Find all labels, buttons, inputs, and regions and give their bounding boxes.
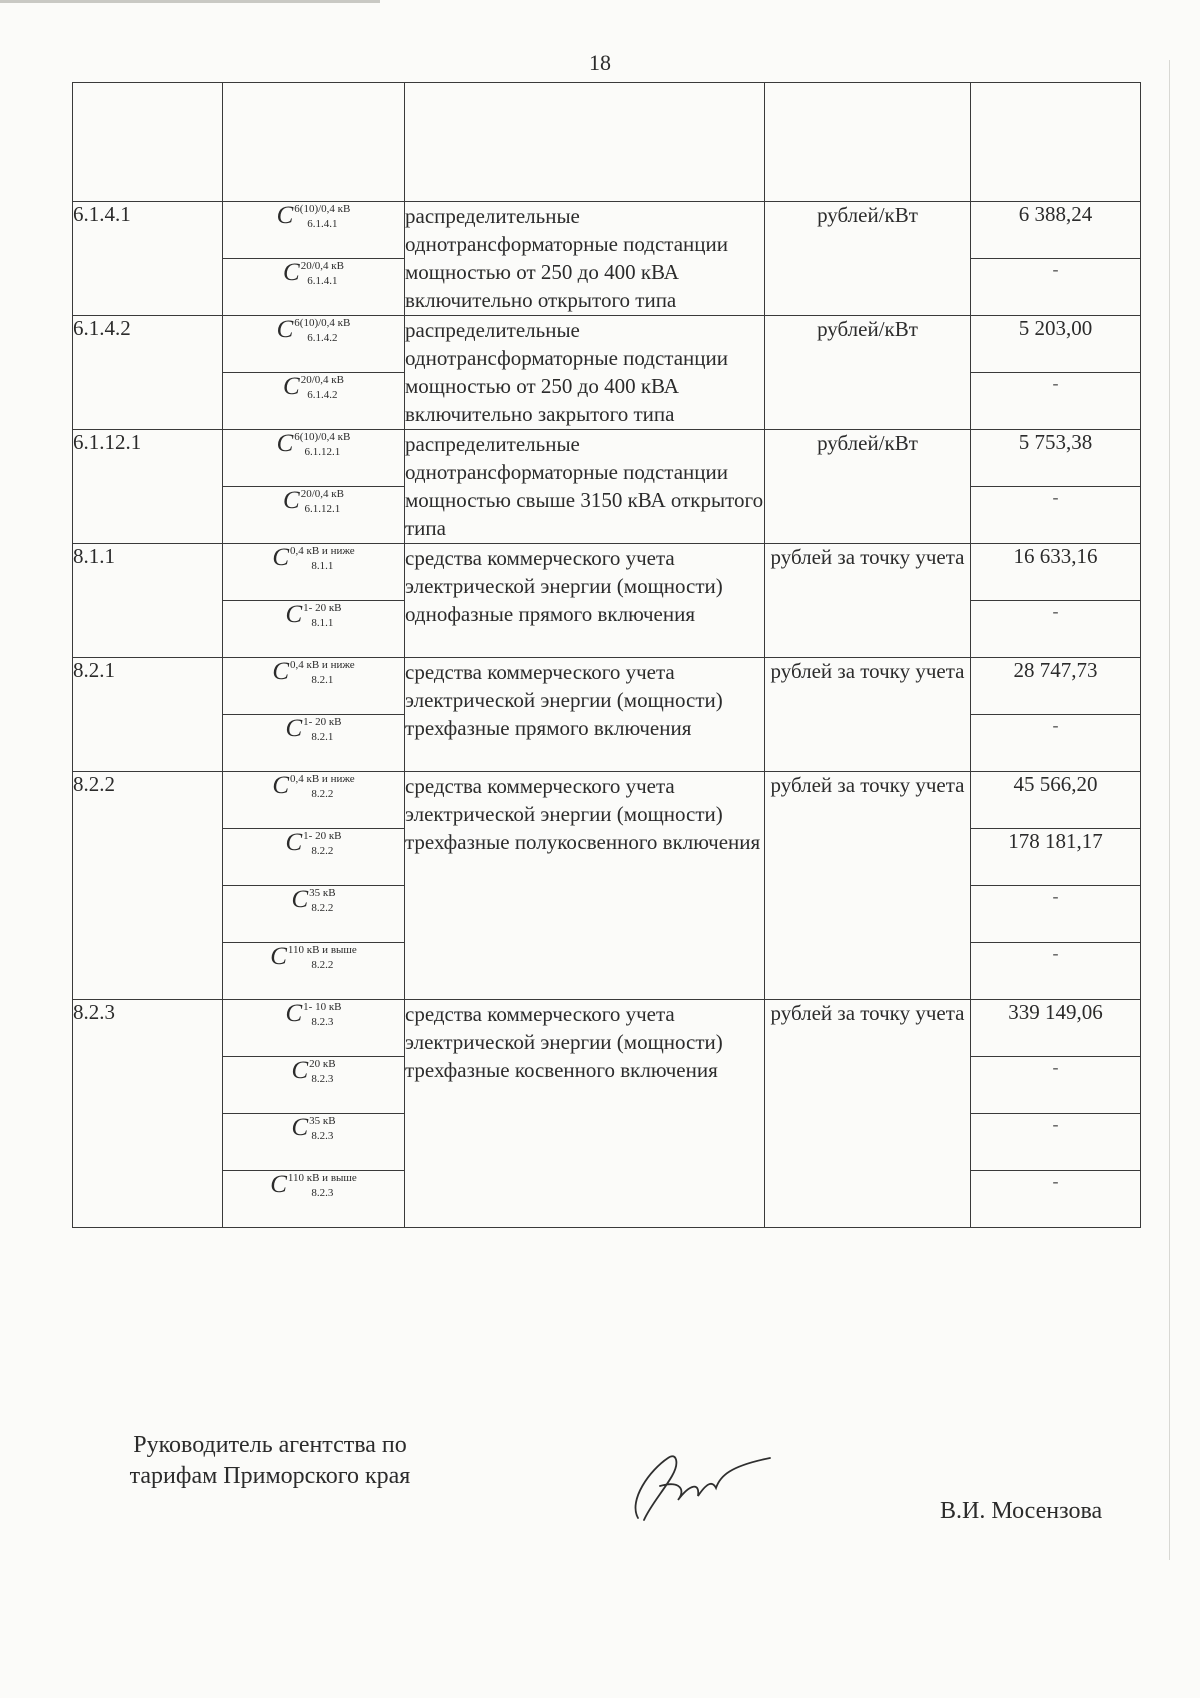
rate-formula — [283, 259, 344, 287]
formula-subscript: 6.1.12.1 — [304, 445, 341, 458]
rate-value: - — [971, 373, 1141, 430]
formula-letter: C — [291, 1057, 309, 1084]
formula-letter: C — [291, 886, 309, 913]
table-row — [73, 1000, 1141, 1057]
rate-formula — [285, 1000, 341, 1028]
formula-subscript: 6.1.4.1 — [307, 217, 338, 230]
rate-value: 6 388,24 — [971, 202, 1141, 259]
header-cell-description — [405, 83, 765, 202]
row-code: 8.2.1 — [73, 658, 223, 772]
rate-value: - — [971, 886, 1141, 943]
rate-value: - — [971, 1171, 1141, 1228]
formula-subscript: 8.2.3 — [311, 1015, 334, 1028]
rate-formula — [291, 1114, 335, 1142]
header-cell-value — [971, 83, 1141, 202]
rate-symbol — [223, 829, 405, 886]
rate-formula — [272, 772, 354, 800]
formula-letter: C — [272, 772, 289, 799]
rate-symbol — [223, 1057, 405, 1114]
rate-formula — [277, 430, 351, 458]
formula-letter: C — [283, 373, 300, 400]
rate-value: - — [971, 601, 1141, 658]
rate-value: 5 753,38 — [971, 430, 1141, 487]
rate-value: 28 747,73 — [971, 658, 1141, 715]
rate-symbol — [223, 715, 405, 772]
formula-letter: C — [276, 430, 294, 457]
formula-superscript: 0,4 кВ и ниже — [290, 772, 355, 785]
formula-letter: C — [272, 658, 289, 685]
row-unit: рублей за точку учета — [765, 772, 971, 1000]
formula-letter: C — [283, 487, 300, 514]
rate-symbol — [223, 1000, 405, 1057]
formula-superscript: 20 кВ — [309, 1057, 336, 1070]
formula-superscript: 20/0,4 кВ — [300, 373, 344, 386]
formula-superscript: 35 кВ — [309, 1114, 336, 1127]
tariff-table — [72, 82, 1141, 1228]
header-cell-symbol — [223, 83, 405, 202]
rate-value: 5 203,00 — [971, 316, 1141, 373]
formula-superscript: 20/0,4 кВ — [300, 487, 344, 500]
rate-value: - — [971, 259, 1141, 316]
formula-superscript: 1- 20 кВ — [303, 829, 342, 842]
formula-superscript: 1- 10 кВ — [303, 1000, 342, 1013]
row-unit: рублей/кВт — [765, 202, 971, 316]
table-header-row — [73, 83, 1141, 202]
rate-formula — [283, 487, 344, 515]
rate-formula — [291, 886, 335, 914]
rate-formula — [285, 601, 341, 629]
rate-symbol — [223, 1171, 405, 1228]
rate-formula — [285, 829, 341, 857]
rate-symbol — [223, 658, 405, 715]
table-row — [73, 430, 1141, 487]
row-code: 6.1.4.2 — [73, 316, 223, 430]
row-unit: рублей/кВт — [765, 316, 971, 430]
rate-value: - — [971, 1057, 1141, 1114]
table-row — [73, 772, 1141, 829]
rate-symbol — [223, 202, 405, 259]
rate-symbol — [223, 1114, 405, 1171]
rate-symbol — [223, 772, 405, 829]
rate-value: 339 149,06 — [971, 1000, 1141, 1057]
formula-subscript: 8.2.3 — [311, 1186, 334, 1199]
formula-superscript: 110 кВ и выше — [287, 943, 357, 956]
table-row — [73, 658, 1141, 715]
rate-formula — [272, 544, 354, 572]
row-code: 8.2.2 — [73, 772, 223, 1000]
row-description: распределительные однотрансформаторные подстанции мощностью от 250 до 400 кВА включительно закрытого типа — [405, 316, 765, 430]
rate-symbol — [223, 886, 405, 943]
formula-superscript: 6(10)/0,4 кВ — [294, 316, 351, 329]
row-description: средства коммерческого учета электрической энергии (мощности) трехфазные прямого включения — [405, 658, 765, 772]
row-description: распределительные однотрансформаторные подстанции мощностью свыше 3150 кВА открытого типа — [405, 430, 765, 544]
rate-formula — [285, 715, 341, 743]
rate-symbol — [223, 487, 405, 544]
table-row — [73, 202, 1141, 259]
row-unit: рублей за точку учета — [765, 658, 971, 772]
header-cell-code — [73, 83, 223, 202]
formula-superscript: 0,4 кВ и ниже — [290, 544, 355, 557]
formula-letter: C — [283, 259, 300, 286]
formula-superscript: 110 кВ и выше — [287, 1171, 357, 1184]
formula-letter: C — [285, 1000, 303, 1027]
row-description: распределительные однотрансформаторные подстанции мощностью от 250 до 400 кВА включительно открытого типа — [405, 202, 765, 316]
formula-letter: C — [291, 1114, 309, 1141]
formula-letter: C — [285, 601, 303, 628]
row-code: 6.1.4.1 — [73, 202, 223, 316]
row-code: 8.2.3 — [73, 1000, 223, 1228]
rate-formula — [272, 658, 354, 686]
signatory-name: В.И. Мосензова — [940, 1498, 1103, 1524]
formula-subscript: 8.1.1 — [311, 616, 334, 629]
rate-value: - — [971, 1114, 1141, 1171]
formula-superscript: 6(10)/0,4 кВ — [294, 202, 351, 215]
formula-subscript: 8.1.1 — [311, 559, 334, 572]
rate-formula — [277, 202, 351, 230]
rate-value: 45 566,20 — [971, 772, 1141, 829]
rate-symbol — [223, 430, 405, 487]
rate-symbol — [223, 316, 405, 373]
formula-superscript: 0,4 кВ и ниже — [290, 658, 355, 671]
rate-value: - — [971, 715, 1141, 772]
rate-symbol — [223, 373, 405, 430]
formula-letter: C — [285, 715, 303, 742]
row-description: средства коммерческого учета электрической энергии (мощности) трехфазные полукосвенного включения — [405, 772, 765, 1000]
row-description: средства коммерческого учета электрической энергии (мощности) трехфазные косвенного включения — [405, 1000, 765, 1228]
table-row — [73, 544, 1141, 601]
formula-superscript: 1- 20 кВ — [303, 715, 342, 728]
formula-subscript: 8.2.1 — [311, 673, 334, 686]
row-unit: рублей за точку учета — [765, 544, 971, 658]
rate-formula — [291, 1057, 335, 1085]
formula-subscript: 8.2.2 — [311, 958, 334, 971]
handwritten-signature — [620, 1440, 780, 1535]
formula-subscript: 8.2.2 — [311, 787, 334, 800]
formula-letter: C — [270, 943, 287, 970]
formula-subscript: 8.2.3 — [311, 1072, 334, 1085]
formula-subscript: 8.2.3 — [311, 1129, 334, 1142]
rate-symbol — [223, 943, 405, 1000]
row-unit: рублей за точку учета — [765, 1000, 971, 1228]
table-row — [73, 316, 1141, 373]
formula-letter: C — [270, 1171, 287, 1198]
formula-letter: C — [276, 316, 294, 343]
formula-superscript: 6(10)/0,4 кВ — [294, 430, 351, 443]
formula-superscript: 1- 20 кВ — [303, 601, 342, 614]
formula-subscript: 6.1.12.1 — [304, 502, 341, 515]
row-unit: рублей/кВт — [765, 430, 971, 544]
rate-symbol — [223, 544, 405, 601]
rate-symbol — [223, 601, 405, 658]
rate-value: 178 181,17 — [971, 829, 1141, 886]
page-number: 18 — [589, 50, 611, 75]
rate-symbol — [223, 259, 405, 316]
rate-formula — [270, 943, 357, 971]
scan-edge-right — [1169, 60, 1170, 1560]
formula-subscript: 6.1.4.1 — [307, 274, 338, 287]
formula-subscript: 8.2.1 — [311, 730, 334, 743]
formula-subscript: 6.1.4.2 — [307, 388, 338, 401]
formula-superscript: 35 кВ — [309, 886, 336, 899]
formula-letter: C — [272, 544, 289, 571]
rate-formula — [277, 316, 351, 344]
header-cell-unit — [765, 83, 971, 202]
formula-subscript: 6.1.4.2 — [307, 331, 338, 344]
formula-superscript: 20/0,4 кВ — [300, 259, 344, 272]
scan-edge-top — [0, 0, 380, 3]
formula-letter: C — [276, 202, 294, 229]
rate-value: - — [971, 943, 1141, 1000]
formula-subscript: 8.2.2 — [311, 844, 334, 857]
row-code: 8.1.1 — [73, 544, 223, 658]
formula-letter: C — [285, 829, 303, 856]
rate-value: - — [971, 487, 1141, 544]
rate-formula — [270, 1171, 357, 1199]
signatory-role: Руководитель агентства по тарифам Приморского края — [129, 1432, 411, 1489]
rate-value: 16 633,16 — [971, 544, 1141, 601]
row-code: 6.1.12.1 — [73, 430, 223, 544]
row-description: средства коммерческого учета электрической энергии (мощности) однофазные прямого включения — [405, 544, 765, 658]
formula-subscript: 8.2.2 — [311, 901, 334, 914]
rate-formula — [283, 373, 344, 401]
